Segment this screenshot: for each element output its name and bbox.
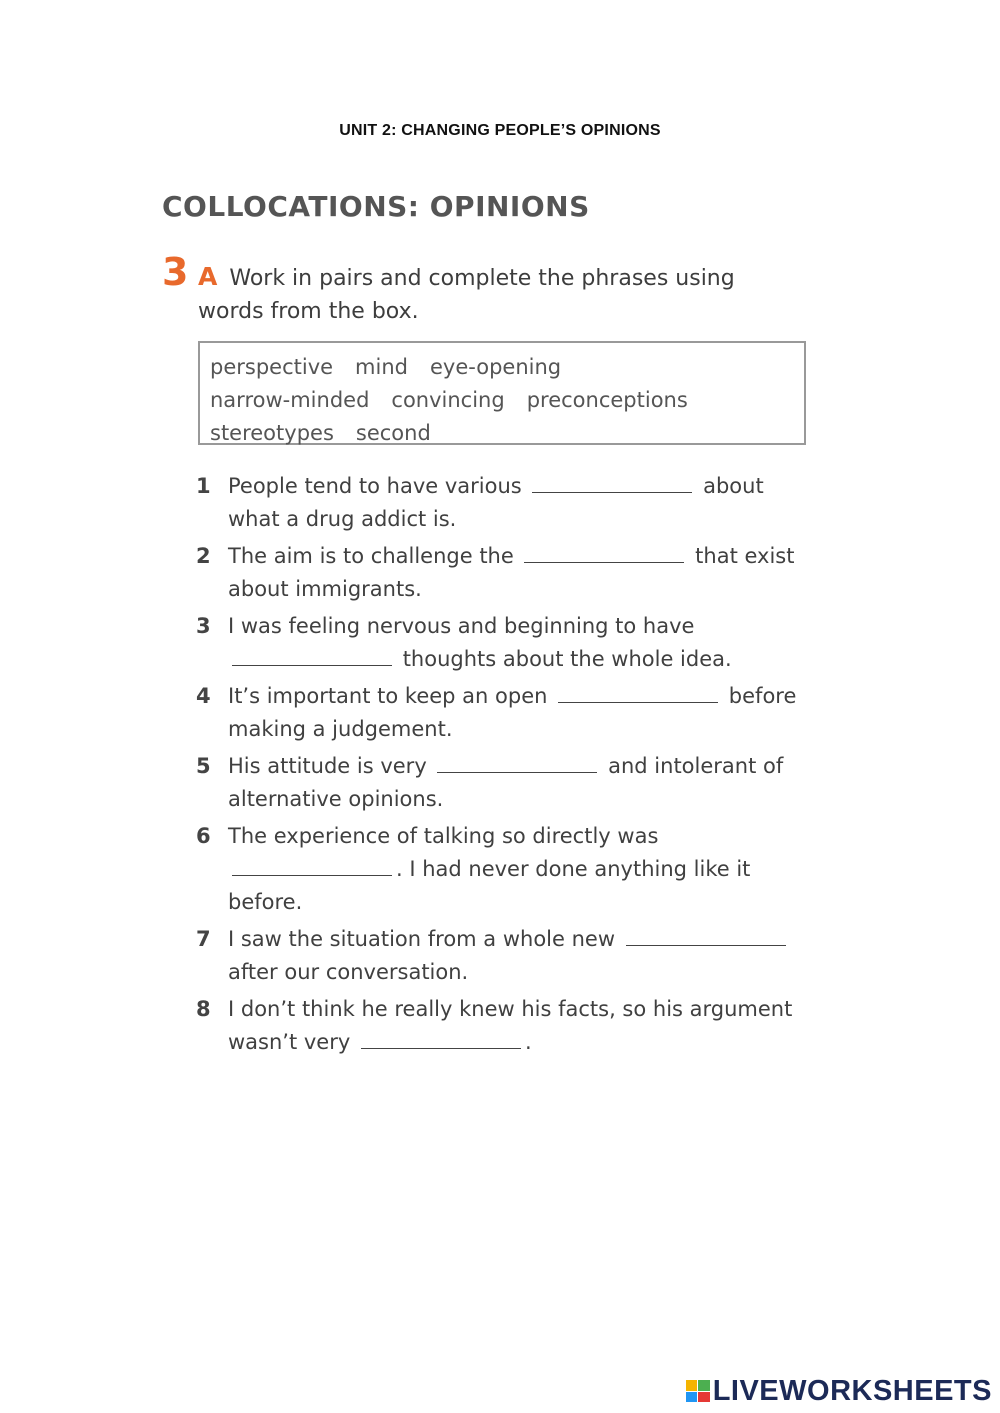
exercise-number: 3 bbox=[162, 250, 189, 294]
word-box-word: mind bbox=[355, 355, 408, 379]
item-text-after: thoughts about the whole idea. bbox=[402, 647, 732, 671]
item-number: 3 bbox=[196, 614, 211, 638]
word-box-word: perspective bbox=[210, 355, 334, 379]
item-text-before: I was feeling nervous and beginning to have bbox=[228, 614, 695, 638]
answer-blank-4[interactable] bbox=[558, 680, 718, 703]
word-box-line-1 bbox=[210, 351, 794, 384]
item-number: 8 bbox=[196, 997, 211, 1021]
word-box-word: preconceptions bbox=[526, 388, 688, 412]
logo-square-icon bbox=[698, 1392, 710, 1403]
word-box-word: stereotypes bbox=[210, 421, 334, 445]
logo-square-icon bbox=[686, 1380, 698, 1391]
word-box-word: eye-opening bbox=[429, 355, 562, 379]
item-number: 1 bbox=[196, 474, 211, 498]
item-text-before: The experience of talking so directly was bbox=[228, 824, 659, 848]
item-text-before: The aim is to challenge the bbox=[228, 544, 514, 568]
item-text-after: and intolerant of alternative opinions. bbox=[228, 754, 784, 811]
liveworksheets-brand-text: LIVEWORKSHEETS bbox=[712, 1375, 992, 1407]
word-box-word: convincing bbox=[391, 388, 505, 412]
exercise-item-3 bbox=[196, 610, 816, 676]
section-title: COLLOCATIONS: OPINIONS bbox=[162, 190, 590, 223]
word-box bbox=[198, 341, 806, 445]
item-number: 4 bbox=[196, 684, 211, 708]
exercise-item-2 bbox=[196, 540, 816, 606]
item-text-after: . bbox=[524, 1030, 532, 1054]
answer-blank-2[interactable] bbox=[524, 540, 684, 563]
item-number: 7 bbox=[196, 927, 211, 951]
exercise-item-1 bbox=[196, 470, 816, 536]
item-number: 6 bbox=[196, 824, 211, 848]
liveworksheets-logo bbox=[686, 1376, 992, 1406]
exercise-instruction bbox=[198, 260, 798, 328]
item-text-before: It’s important to keep an open bbox=[228, 684, 548, 708]
answer-blank-6[interactable] bbox=[232, 853, 392, 876]
item-number: 5 bbox=[196, 754, 211, 778]
exercise-items bbox=[196, 470, 816, 1063]
exercise-item-5 bbox=[196, 750, 816, 816]
item-text-after: . I had never done anything like it before. bbox=[228, 857, 751, 914]
item-text-after: that exist about immigrants. bbox=[228, 544, 795, 601]
item-text-before: His attitude is very bbox=[228, 754, 427, 778]
exercise-letter: A bbox=[198, 262, 218, 291]
item-text-after: about what a drug addict is. bbox=[228, 474, 764, 531]
word-box-word: narrow-minded bbox=[210, 388, 370, 412]
item-text-before: I don’t think he really knew his facts, so his argument wasn’t very bbox=[228, 997, 793, 1054]
item-text-before: People tend to have various bbox=[228, 474, 522, 498]
word-box-line-2 bbox=[210, 384, 794, 417]
answer-blank-8[interactable] bbox=[361, 1026, 521, 1049]
item-text-before: I saw the situation from a whole new bbox=[228, 927, 616, 951]
answer-blank-1[interactable] bbox=[532, 470, 692, 493]
exercise-item-4 bbox=[196, 680, 816, 746]
exercise-item-8 bbox=[196, 993, 816, 1059]
unit-title: UNIT 2: CHANGING PEOPLE’S OPINIONS bbox=[339, 122, 661, 139]
item-number: 2 bbox=[196, 544, 211, 568]
answer-blank-5[interactable] bbox=[437, 750, 597, 773]
item-text-after: before making a judgement. bbox=[228, 684, 797, 741]
exercise-item-6 bbox=[196, 820, 816, 919]
answer-blank-3[interactable] bbox=[232, 643, 392, 666]
item-text-after: after our conversation. bbox=[228, 960, 469, 984]
word-box-word: second bbox=[355, 421, 431, 445]
logo-square-icon bbox=[698, 1380, 710, 1391]
word-box-line-3 bbox=[210, 417, 794, 450]
answer-blank-7[interactable] bbox=[626, 923, 786, 946]
logo-square-icon bbox=[686, 1392, 698, 1403]
exercise-item-7 bbox=[196, 923, 816, 989]
liveworksheets-logo-icon bbox=[686, 1380, 710, 1402]
exercise-instruction-text: Work in pairs and complete the phrases using words from the box. bbox=[198, 266, 735, 324]
